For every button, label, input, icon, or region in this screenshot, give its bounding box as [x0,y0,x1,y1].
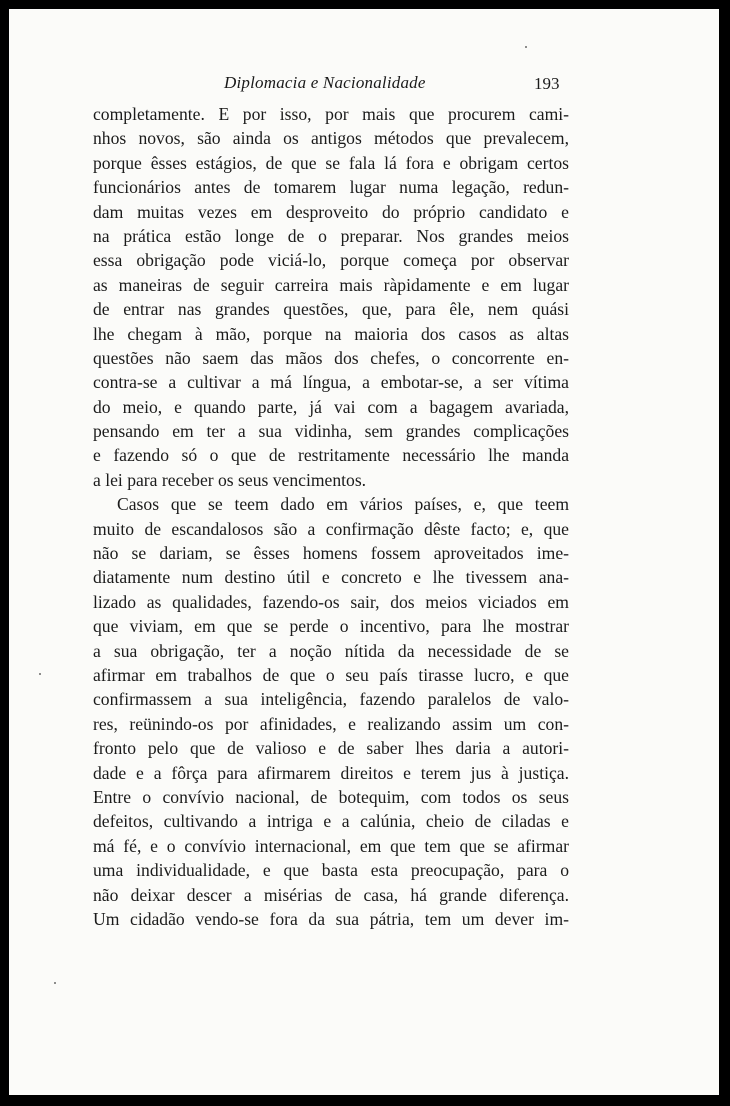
text-line: na prática estão longe de o preparar. Nos grandes meios [93,225,569,246]
text-line: que viviam, em que se perde o incentivo, para lhe mostrar [93,616,569,637]
text-line: contra-se a cultivar a má língua, a embotar-se, a ser vítima [93,372,569,393]
paper-speck [54,982,56,984]
text-line: muito de escandalosos são a confirmação dêste facto; e, que [93,518,569,539]
text-line: pensando em ter a sua vidinha, sem grandes complicações [93,421,569,442]
text-line: afirmar em trabalhos de que o seu país tirasse lucro, e que [93,664,569,685]
paragraph-1 [93,102,569,492]
text-line: uma individualidade, e que basta esta preocupação, para o [93,860,569,881]
paragraph-2 [93,492,569,931]
paper-speck [39,673,41,675]
paper-speck [525,46,527,48]
page-header [9,73,719,97]
text-line: res, reünindo-os por afinidades, e realizando assim um con- [93,713,569,734]
text-line: funcionários antes de tomarem lugar numa legação, redun- [93,177,569,198]
text-line: diatamente num destino útil e concreto e lhe tivessem ana- [93,567,569,588]
text-line: dam muitas vezes em desproveito do próprio candidato e [93,201,569,222]
text-line: não deixar descer a misérias de casa, há grande diferença. [93,884,569,905]
text-line: Um cidadão vendo-se fora da sua pátria, tem um dever im- [93,908,569,929]
text-line: Casos que se teem dado em vários países, e, que teem [117,494,569,515]
text-line: fronto pelo que de valioso e de saber lhes daria a autori- [93,738,569,759]
page-number: 193 [534,74,560,93]
text-line: essa obrigação pode viciá-lo, porque começa por observar [93,250,569,271]
text-line: Entre o convívio nacional, de botequim, com todos os seus [93,786,569,807]
text-line: as maneiras de seguir carreira mais ràpidamente e em lugar [93,274,569,295]
text-line: não se dariam, se êsses homens fossem aproveitados ime- [93,543,569,564]
text-line: a lei para receber os seus vencimentos. [93,469,367,490]
body-text [93,102,569,931]
text-line: confirmassem a sua inteligência, fazendo paralelos de valo- [93,689,569,710]
text-line: questões não saem das mãos dos chefes, o concorrente en- [93,347,569,368]
text-line: defeitos, cultivando a intriga e a calúnia, cheio de ciladas e [93,811,569,832]
book-page [9,9,719,1095]
text-line: nhos novos, são ainda os antigos métodos que prevalecem, [93,128,569,149]
text-line: porque êsses estágios, de que se fala lá fora e obrigam certos [93,152,569,173]
text-line: lhe chegam à mão, porque na maioria dos casos as altas [93,323,569,344]
running-title: Diplomacia e Nacionalidade [224,73,426,92]
text-line: lizado as qualidades, fazendo-os sair, dos meios viciados em [93,591,569,612]
text-line: e fazendo só o que de restritamente necessário lhe manda [93,445,569,466]
text-line: a sua obrigação, ter a noção nítida da necessidade de se [93,640,569,661]
text-line: do meio, e quando parte, já vai com a bagagem avariada, [93,396,569,417]
text-line: de entrar nas grandes questões, que, para êle, nem quási [93,299,569,320]
text-line: má fé, e o convívio internacional, em que tem que se afirmar [93,835,569,856]
text-line: completamente. E por isso, por mais que procurem cami- [93,104,569,124]
text-line: dade e a fôrça para afirmarem direitos e terem jus à justiça. [93,762,569,783]
